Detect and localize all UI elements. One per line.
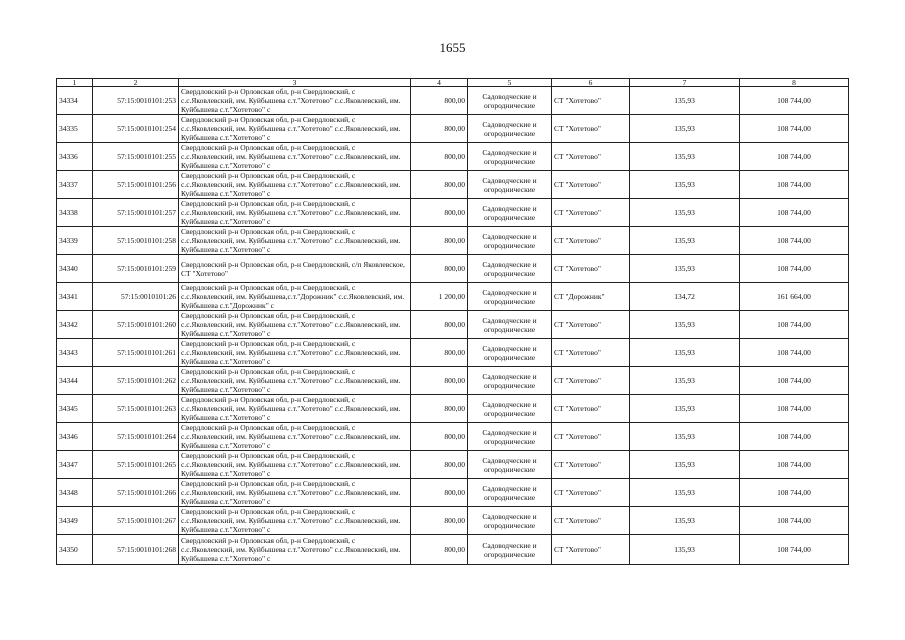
row-number-cell: 34349: [57, 507, 93, 535]
address-cell: Свердловский р-н Орловская обл, р-н Свердловский, с с.с.Яковлевский, им. Куйбышева,с.т."Дорожник" с.с.Яковлевский, им. Куйбышева с.т."Дорожник" с: [179, 283, 411, 311]
row-number-cell: 34339: [57, 227, 93, 255]
land-use-cell: Садоводческие и огороднические: [468, 367, 552, 395]
rate-cell: 135,93: [630, 143, 740, 171]
table-row: [57, 395, 849, 423]
area-cell: 800,00: [411, 423, 468, 451]
partnership-cell: СТ "Хотетово": [552, 451, 630, 479]
partnership-cell: СТ "Хотетово": [552, 395, 630, 423]
rate-cell: 135,93: [630, 507, 740, 535]
rate-cell: 135,93: [630, 479, 740, 507]
table-row: [57, 255, 849, 283]
cadastral-number-cell: 57:15:0010101:26: [93, 283, 179, 311]
table-row: [57, 507, 849, 535]
column-header: 1: [57, 79, 93, 87]
land-use-cell: Садоводческие и огороднические: [468, 115, 552, 143]
cadastral-value-cell: 108 744,00: [740, 451, 849, 479]
rate-cell: 135,93: [630, 87, 740, 115]
row-number-cell: 34342: [57, 311, 93, 339]
area-cell: 800,00: [411, 115, 468, 143]
address-cell: Свердловский р-н Орловская обл, р-н Свердловский, с с.с.Яковлевский, им. Куйбышева с.т."Хотетово" с.с.Яковлевский, им. Куйбышева с.т."Хотетово" с: [179, 535, 411, 565]
cadastral-number-cell: 57:15:0010101:263: [93, 395, 179, 423]
area-cell: 800,00: [411, 367, 468, 395]
table-row: [57, 367, 849, 395]
area-cell: 800,00: [411, 199, 468, 227]
partnership-cell: СТ "Хотетово": [552, 535, 630, 565]
row-number-cell: 34340: [57, 255, 93, 283]
address-cell: Свердловский р-н Орловская обл, р-н Свердловский, с с.с.Яковлевский, им. Куйбышева с.т."Хотетово" с.с.Яковлевский, им. Куйбышева с.т."Хотетово" с: [179, 451, 411, 479]
address-cell: Свердловский р-н Орловская обл, р-н Свердловский, с с.с.Яковлевский, им. Куйбышева с.т."Хотетово" с.с.Яковлевский, им. Куйбышева с.т."Хотетово" с: [179, 311, 411, 339]
partnership-cell: СТ "Хотетово": [552, 171, 630, 199]
column-header: 4: [411, 79, 468, 87]
cadastral-value-cell: 108 744,00: [740, 227, 849, 255]
area-cell: 800,00: [411, 451, 468, 479]
land-use-cell: Садоводческие и огороднические: [468, 451, 552, 479]
cadastral-number-cell: 57:15:0010101:264: [93, 423, 179, 451]
address-cell: Свердловский р-н Орловская обл, р-н Свердловский, с с.с.Яковлевский, им. Куйбышева с.т."Хотетово" с.с.Яковлевский, им. Куйбышева с.т."Хотетово" с: [179, 143, 411, 171]
cadastral-value-cell: 108 744,00: [740, 143, 849, 171]
area-cell: 800,00: [411, 311, 468, 339]
table-row: [57, 451, 849, 479]
cadastral-value-cell: 108 744,00: [740, 199, 849, 227]
table-row: [57, 311, 849, 339]
rate-cell: 135,93: [630, 255, 740, 283]
land-use-cell: Садоводческие и огороднические: [468, 171, 552, 199]
row-number-cell: 34344: [57, 367, 93, 395]
cadastral-value-cell: 161 664,00: [740, 283, 849, 311]
cadastral-value-cell: 108 744,00: [740, 311, 849, 339]
cadastral-value-cell: 108 744,00: [740, 255, 849, 283]
cadastral-number-cell: 57:15:0010101:253: [93, 87, 179, 115]
cadastral-value-cell: 108 744,00: [740, 87, 849, 115]
area-cell: 800,00: [411, 171, 468, 199]
cadastral-value-cell: 108 744,00: [740, 479, 849, 507]
address-cell: Свердловский р-н Орловская обл, р-н Свердловский, с с.с.Яковлевский, им. Куйбышева с.т."Хотетово" с.с.Яковлевский, им. Куйбышева с.т."Хотетово" с: [179, 115, 411, 143]
cadastral-number-cell: 57:15:0010101:255: [93, 143, 179, 171]
column-header: 8: [740, 79, 849, 87]
land-use-cell: Садоводческие и огороднические: [468, 311, 552, 339]
partnership-cell: СТ "Хотетово": [552, 507, 630, 535]
partnership-cell: СТ "Хотетово": [552, 423, 630, 451]
cadastral-number-cell: 57:15:0010101:267: [93, 507, 179, 535]
cadastral-value-cell: 108 744,00: [740, 507, 849, 535]
partnership-cell: СТ "Хотетово": [552, 255, 630, 283]
rate-cell: 135,93: [630, 423, 740, 451]
row-number-cell: 34341: [57, 283, 93, 311]
partnership-cell: СТ "Хотетово": [552, 339, 630, 367]
cadastral-number-cell: 57:15:0010101:258: [93, 227, 179, 255]
column-header: 7: [630, 79, 740, 87]
cadastral-number-cell: 57:15:0010101:254: [93, 115, 179, 143]
rate-cell: 135,93: [630, 227, 740, 255]
address-cell: Свердловский р-н Орловская обл, р-н Свердловский, с с.с.Яковлевский, им. Куйбышева с.т."Хотетово" с.с.Яковлевский, им. Куйбышева с.т."Хотетово" с: [179, 339, 411, 367]
cadastral-number-cell: 57:15:0010101:257: [93, 199, 179, 227]
partnership-cell: СТ "Дорожник": [552, 283, 630, 311]
table-row: [57, 171, 849, 199]
land-use-cell: Садоводческие и огороднические: [468, 339, 552, 367]
rate-cell: 135,93: [630, 199, 740, 227]
address-cell: Свердловский р-н Орловская обл, р-н Свердловский, с с.с.Яковлевский, им. Куйбышева с.т."Хотетово" с.с.Яковлевский, им. Куйбышева с.т."Хотетово" с: [179, 171, 411, 199]
rate-cell: 135,93: [630, 395, 740, 423]
cadastral-number-cell: 57:15:0010101:256: [93, 171, 179, 199]
table-row: [57, 479, 849, 507]
row-number-cell: 34343: [57, 339, 93, 367]
area-cell: 800,00: [411, 143, 468, 171]
table-row: [57, 535, 849, 565]
row-number-cell: 34347: [57, 451, 93, 479]
land-use-cell: Садоводческие и огороднические: [468, 199, 552, 227]
rate-cell: 135,93: [630, 115, 740, 143]
address-cell: Свердловский р-н Орловская обл, р-н Свердловский, с с.с.Яковлевский, им. Куйбышева с.т."Хотетово" с.с.Яковлевский, им. Куйбышева с.т."Хотетово" с: [179, 395, 411, 423]
cadastral-number-cell: 57:15:0010101:266: [93, 479, 179, 507]
land-use-cell: Садоводческие и огороднические: [468, 255, 552, 283]
land-use-cell: Садоводческие и огороднические: [468, 423, 552, 451]
page-number: 1655: [439, 40, 466, 55]
rate-cell: 135,93: [630, 367, 740, 395]
area-cell: 800,00: [411, 255, 468, 283]
table-row: [57, 283, 849, 311]
cadastral-number-cell: 57:15:0010101:260: [93, 311, 179, 339]
address-cell: Свердловский р-н Орловская обл, р-н Свердловский, с с.с.Яковлевский, им. Куйбышева с.т."Хотетово" с.с.Яковлевский, им. Куйбышева с.т."Хотетово" с: [179, 507, 411, 535]
address-cell: Свердловский р-н Орловская обл, р-н Свердловский, с с.с.Яковлевский, им. Куйбышева с.т."Хотетово" с.с.Яковлевский, им. Куйбышева с.т."Хотетово" с: [179, 87, 411, 115]
row-number-cell: 34334: [57, 87, 93, 115]
cadastral-number-cell: 57:15:0010101:262: [93, 367, 179, 395]
partnership-cell: СТ "Хотетово": [552, 479, 630, 507]
table-row: [57, 423, 849, 451]
column-number-header-row: [57, 79, 849, 87]
cadastral-value-cell: 108 744,00: [740, 115, 849, 143]
table-row: [57, 143, 849, 171]
table-row: [57, 87, 849, 115]
partnership-cell: СТ "Хотетово": [552, 115, 630, 143]
land-use-cell: Садоводческие и огороднические: [468, 507, 552, 535]
row-number-cell: 34337: [57, 171, 93, 199]
rate-cell: 135,93: [630, 535, 740, 565]
table-row: [57, 227, 849, 255]
land-use-cell: Садоводческие и огороднические: [468, 535, 552, 565]
rate-cell: 134,72: [630, 283, 740, 311]
rate-cell: 135,93: [630, 451, 740, 479]
column-header: 3: [179, 79, 411, 87]
table-row: [57, 199, 849, 227]
address-cell: Свердловский р-н Орловская обл, р-н Свердловский, с с.с.Яковлевский, им. Куйбышева с.т."Хотетово" с.с.Яковлевский, им. Куйбышева с.т."Хотетово" с: [179, 227, 411, 255]
row-number-cell: 34338: [57, 199, 93, 227]
row-number-cell: 34346: [57, 423, 93, 451]
address-cell: Свердловский р-н Орловская обл, р-н Свердловский, с с.с.Яковлевский, им. Куйбышева с.т."Хотетово" с.с.Яковлевский, им. Куйбышева с.т."Хотетово" с: [179, 367, 411, 395]
area-cell: 800,00: [411, 479, 468, 507]
area-cell: 800,00: [411, 535, 468, 565]
land-use-cell: Садоводческие и огороднические: [468, 87, 552, 115]
land-use-cell: Садоводческие и огороднические: [468, 227, 552, 255]
table-row: [57, 339, 849, 367]
address-cell: Свердловский р-н Орловская обл, р-н Свердловский, с/п Яковлевское, СТ "Хотетово": [179, 255, 411, 283]
area-cell: 800,00: [411, 395, 468, 423]
row-number-cell: 34335: [57, 115, 93, 143]
table-row: [57, 115, 849, 143]
cadastral-value-cell: 108 744,00: [740, 395, 849, 423]
address-cell: Свердловский р-н Орловская обл, р-н Свердловский, с с.с.Яковлевский, им. Куйбышева с.т."Хотетово" с.с.Яковлевский, им. Куйбышева с.т."Хотетово" с: [179, 423, 411, 451]
partnership-cell: СТ "Хотетово": [552, 227, 630, 255]
cadastral-value-cell: 108 744,00: [740, 339, 849, 367]
cadastral-number-cell: 57:15:0010101:261: [93, 339, 179, 367]
partnership-cell: СТ "Хотетово": [552, 87, 630, 115]
partnership-cell: СТ "Хотетово": [552, 367, 630, 395]
column-header: 5: [468, 79, 552, 87]
row-number-cell: 34336: [57, 143, 93, 171]
cadastral-value-cell: 108 744,00: [740, 535, 849, 565]
land-use-cell: Садоводческие и огороднические: [468, 479, 552, 507]
area-cell: 800,00: [411, 227, 468, 255]
row-number-cell: 34345: [57, 395, 93, 423]
partnership-cell: СТ "Хотетово": [552, 311, 630, 339]
rate-cell: 135,93: [630, 339, 740, 367]
row-number-cell: 34350: [57, 535, 93, 565]
area-cell: 800,00: [411, 507, 468, 535]
column-header: 6: [552, 79, 630, 87]
cadastral-number-cell: 57:15:0010101:265: [93, 451, 179, 479]
land-use-cell: Садоводческие и огороднические: [468, 395, 552, 423]
cadastral-number-cell: 57:15:0010101:268: [93, 535, 179, 565]
rate-cell: 135,93: [630, 311, 740, 339]
cadastral-number-cell: 57:15:0010101:259: [93, 255, 179, 283]
column-header: 2: [93, 79, 179, 87]
land-use-cell: Садоводческие и огороднические: [468, 283, 552, 311]
address-cell: Свердловский р-н Орловская обл, р-н Свердловский, с с.с.Яковлевский, им. Куйбышева с.т."Хотетово" с.с.Яковлевский, им. Куйбышева с.т."Хотетово" с: [179, 199, 411, 227]
rate-cell: 135,93: [630, 171, 740, 199]
land-use-cell: Садоводческие и огороднические: [468, 143, 552, 171]
area-cell: 1 200,00: [411, 283, 468, 311]
partnership-cell: СТ "Хотетово": [552, 143, 630, 171]
area-cell: 800,00: [411, 339, 468, 367]
area-cell: 800,00: [411, 87, 468, 115]
cadastral-value-cell: 108 744,00: [740, 423, 849, 451]
land-registry-table: [56, 78, 849, 565]
row-number-cell: 34348: [57, 479, 93, 507]
cadastral-value-cell: 108 744,00: [740, 367, 849, 395]
partnership-cell: СТ "Хотетово": [552, 199, 630, 227]
address-cell: Свердловский р-н Орловская обл, р-н Свердловский, с с.с.Яковлевский, им. Куйбышева с.т."Хотетово" с.с.Яковлевский, им. Куйбышева с.т."Хотетово" с: [179, 479, 411, 507]
cadastral-value-cell: 108 744,00: [740, 171, 849, 199]
